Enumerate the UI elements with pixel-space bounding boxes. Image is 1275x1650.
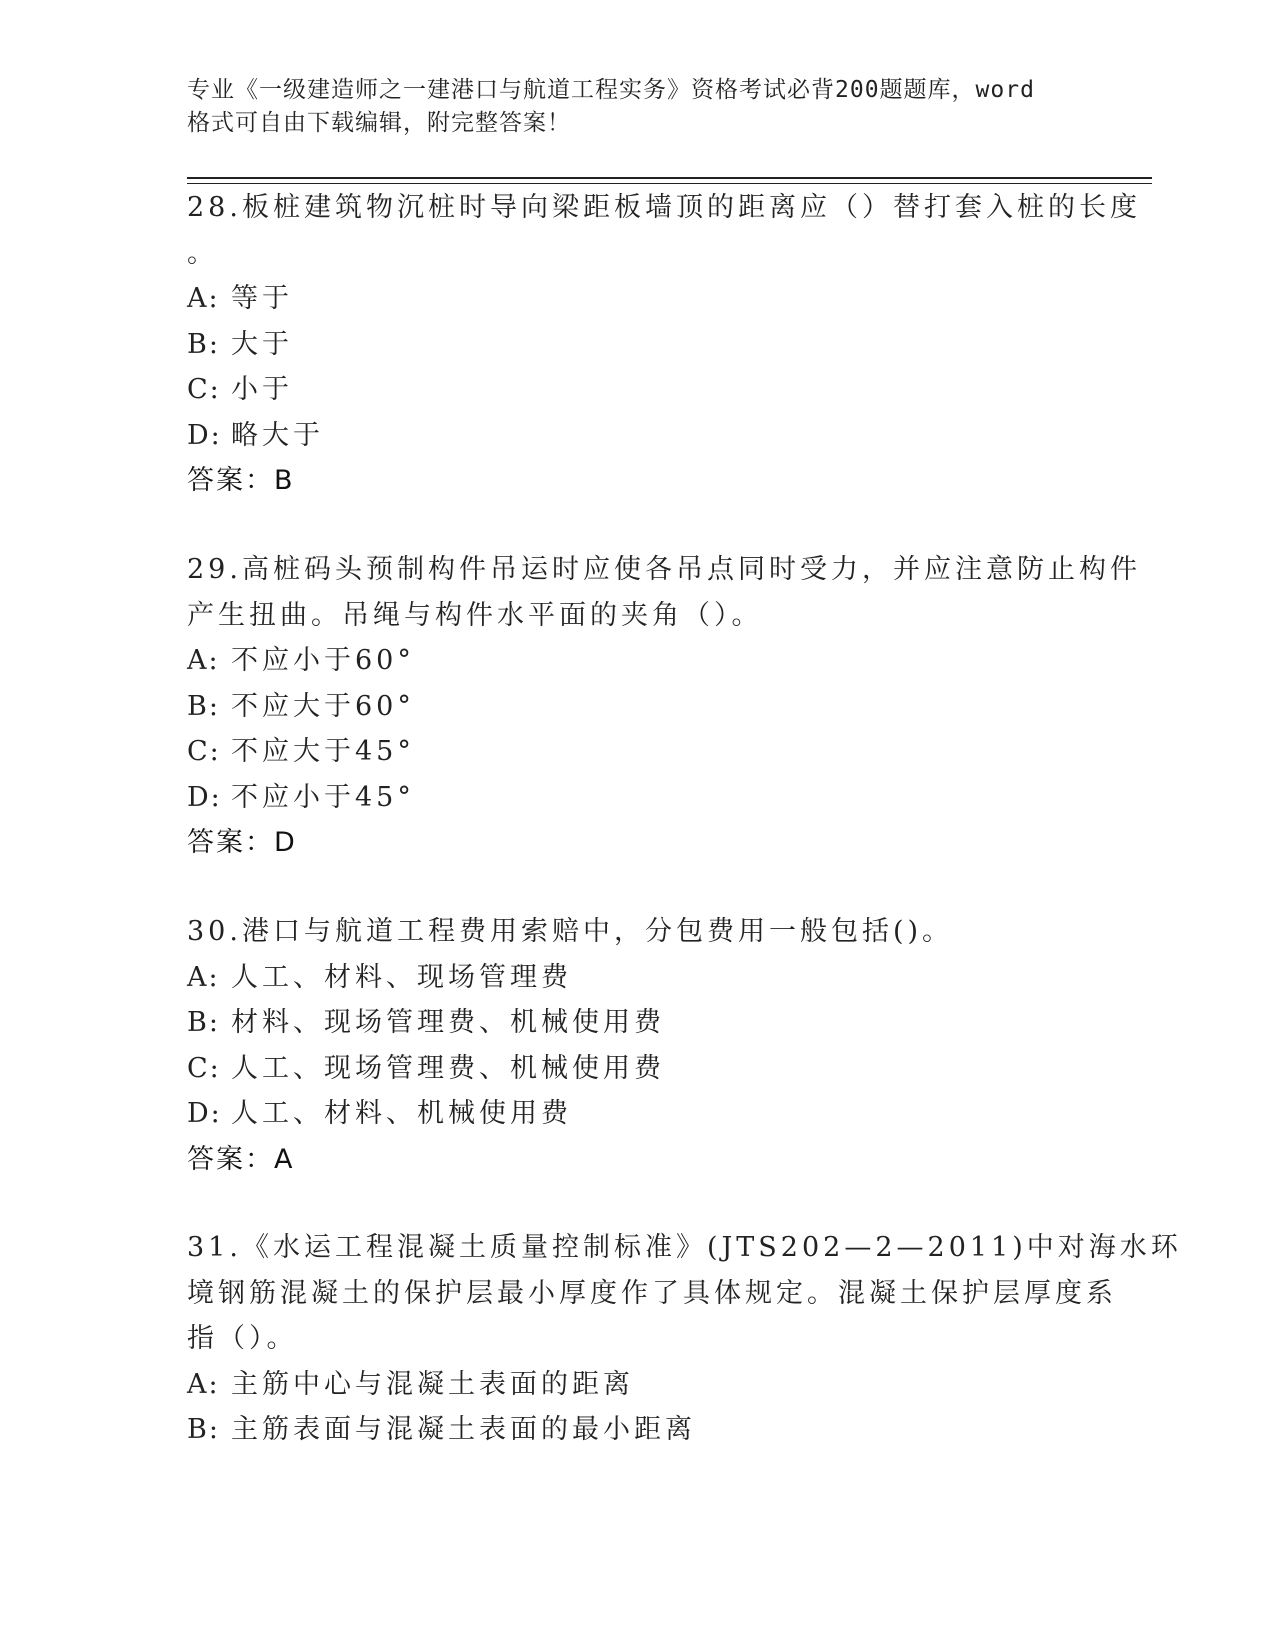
- question-stem-line: 28.板桩建筑物沉桩时导向梁距板墙顶的距离应（）替打套入桩的长度: [187, 192, 1141, 223]
- option-letter: A:: [187, 1368, 220, 1400]
- option-a: [187, 955, 1087, 1001]
- answer-line: 答案：A: [187, 1143, 295, 1175]
- option-text: 大于: [231, 328, 293, 360]
- option-text: 小于: [231, 374, 293, 405]
- question-stem-line: 30.港口与航道工程费用索赔中，分包费用一般包括()。: [187, 916, 954, 947]
- option-a: [187, 1362, 1087, 1408]
- question-31: [187, 1225, 1182, 1453]
- option-letter: C:: [187, 374, 221, 405]
- option-b: [187, 1000, 1087, 1046]
- option-text: 人工、材料、机械使用费: [231, 1098, 572, 1129]
- question-stem-line: 31.《水运工程混凝土质量控制标准》(JTS202—2—2011)中对海水环: [187, 1232, 1182, 1263]
- option-c: [187, 1046, 1087, 1092]
- header-divider-thin: [187, 183, 1152, 184]
- document-header: [187, 74, 1067, 140]
- question-stem-line: 境钢筋混凝土的保护层最小厚度作了具体规定。混凝土保护层厚度系: [187, 1277, 1117, 1309]
- question-29: [187, 547, 1141, 866]
- option-b: [187, 1407, 1087, 1453]
- option-letter: A:: [187, 961, 220, 993]
- option-text: 不应大于60°: [231, 690, 415, 722]
- question-stem-line: 。: [187, 237, 218, 269]
- question-stem-line: 29.高桩码头预制构件吊运时应使各吊点同时受力，并应注意防止构件: [187, 554, 1141, 585]
- option-text: 人工、现场管理费、机械使用费: [231, 1052, 665, 1084]
- option-text: 不应小于45°: [231, 781, 415, 813]
- header-divider-thick: [187, 177, 1152, 179]
- option-text: 材料、现场管理费、机械使用费: [231, 1007, 665, 1038]
- option-text: 主筋中心与混凝土表面的距离: [231, 1368, 634, 1400]
- option-letter: D:: [187, 419, 222, 451]
- option-letter: D:: [187, 781, 222, 813]
- question-stem-line: 指（）。: [187, 1323, 298, 1354]
- option-letter: B:: [187, 1414, 220, 1445]
- option-d: [187, 775, 1087, 821]
- option-d: [187, 413, 1087, 459]
- option-c: [187, 367, 1087, 413]
- option-letter: A:: [187, 283, 220, 314]
- question-stem-line: 产生扭曲。吊绳与构件水平面的夹角（）。: [187, 599, 763, 631]
- option-text: 人工、材料、现场管理费: [231, 961, 572, 993]
- option-letter: A:: [187, 645, 220, 676]
- question-28: [187, 185, 1141, 504]
- option-letter: B:: [187, 690, 220, 722]
- header-line-2: 格式可自由下载编辑，附完整答案！: [187, 110, 571, 136]
- option-text: 等于: [231, 283, 293, 314]
- answer-line: 答案：D: [187, 827, 297, 858]
- option-letter: B:: [187, 328, 220, 360]
- option-letter: C:: [187, 1052, 221, 1084]
- option-text: 不应小于60°: [231, 645, 415, 676]
- option-a: [187, 638, 1087, 684]
- option-a: [187, 276, 1087, 322]
- option-c: [187, 729, 1087, 775]
- option-text: 不应大于45°: [231, 736, 415, 767]
- option-letter: D:: [187, 1098, 222, 1129]
- option-text: 主筋表面与混凝土表面的最小距离: [231, 1414, 696, 1445]
- header-line-1: 专业《一级建造师之一建港口与航道工程实务》资格考试必背200题题库，word: [187, 77, 1035, 103]
- option-letter: B:: [187, 1007, 220, 1038]
- answer-line: 答案：B: [187, 465, 295, 496]
- option-text: 略大于: [231, 419, 324, 451]
- option-b: [187, 322, 1087, 368]
- option-letter: C:: [187, 736, 221, 767]
- option-d: [187, 1091, 1087, 1137]
- question-30: [187, 909, 1087, 1182]
- option-b: [187, 684, 1087, 730]
